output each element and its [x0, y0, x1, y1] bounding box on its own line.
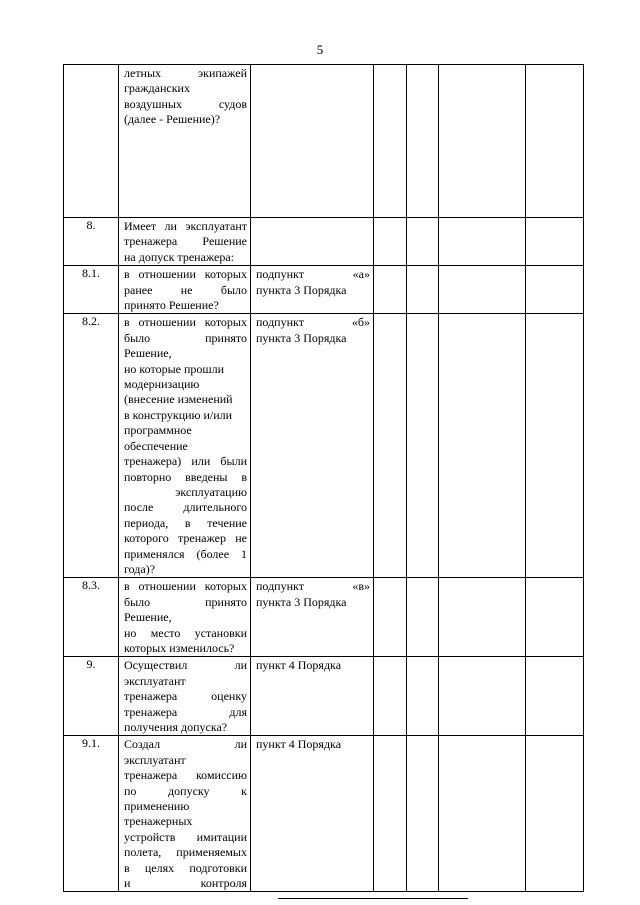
question-line: воздушных судов	[124, 96, 247, 111]
question-line: в отношении которых	[124, 579, 247, 594]
answer-na-cell	[439, 736, 526, 892]
reference-line: пункта 3 Порядка	[256, 330, 347, 345]
legal-reference-cell	[251, 657, 374, 736]
answer-na-cell	[439, 657, 526, 736]
note-cell	[526, 314, 584, 578]
page-number: 5	[316, 42, 324, 57]
reference-line: пункт 4 Порядка	[256, 658, 342, 673]
table-row	[64, 218, 584, 266]
question-cell	[119, 657, 251, 736]
answer-no-cell	[407, 578, 439, 657]
question-line: тренажера комиссию	[124, 768, 247, 783]
question-line: летных экипажей	[124, 66, 247, 80]
question-line: ранее не было	[124, 282, 247, 297]
item-number-cell: 8.2.	[64, 314, 119, 578]
reference-line: подпункт «а»	[256, 267, 370, 282]
question-line: (далее - Решение)?	[124, 112, 221, 127]
note-cell	[526, 266, 584, 314]
question-line: года)?	[124, 561, 156, 576]
answer-no-cell	[407, 736, 439, 892]
question-line: Создал ли	[124, 737, 247, 752]
table-row	[64, 266, 584, 314]
question-line: модернизацию	[124, 377, 200, 392]
question-line: получения допуска?	[124, 720, 228, 734]
answer-no-cell	[407, 266, 439, 314]
question-cell	[119, 736, 251, 892]
question-line: но место установки	[124, 625, 247, 640]
question-line: но которые прошли	[124, 361, 225, 376]
question-line: полета, применяемых	[124, 845, 247, 860]
page-bottom-rule	[278, 898, 468, 899]
question-line: тренажера оценку	[124, 689, 247, 704]
question-line: тренажера для	[124, 704, 247, 719]
question-line: применению	[124, 799, 190, 814]
question-cell	[119, 266, 251, 314]
answer-yes-cell	[374, 657, 407, 736]
question-line: Имеет ли эксплуатант	[124, 219, 247, 233]
note-cell	[526, 65, 584, 218]
question-cell	[119, 65, 251, 218]
question-line: эксплуатацию	[175, 484, 247, 499]
question-line: по допуску к	[124, 783, 247, 798]
item-number-cell: 8.	[64, 218, 119, 266]
item-number-cell	[64, 65, 119, 218]
answer-yes-cell	[374, 218, 407, 266]
table-row	[64, 65, 584, 218]
question-line: на допуск тренажера:	[124, 249, 235, 264]
item-number-cell: 9.	[64, 657, 119, 736]
item-number-cell: 8.1.	[64, 266, 119, 314]
note-cell	[526, 736, 584, 892]
question-line: Решение,	[124, 346, 172, 361]
legal-reference-cell	[251, 266, 374, 314]
question-line: обеспечение	[124, 438, 188, 453]
legal-reference-cell	[251, 65, 374, 218]
reference-line: подпункт «в»	[256, 579, 370, 594]
answer-no-cell	[407, 657, 439, 736]
question-line: гражданских	[124, 81, 190, 96]
question-line: (внесение изменений	[124, 392, 233, 407]
legal-reference-cell	[251, 314, 374, 578]
question-line: в целях подготовки	[124, 860, 247, 875]
note-cell	[526, 218, 584, 266]
checklist-table	[63, 64, 584, 892]
table-row	[64, 578, 584, 657]
question-line: периода, в течение	[124, 515, 247, 530]
answer-yes-cell	[374, 578, 407, 657]
answer-na-cell	[439, 218, 526, 266]
question-cell	[119, 578, 251, 657]
question-line: эксплуатант	[124, 673, 186, 688]
answer-yes-cell	[374, 266, 407, 314]
question-line: было принято	[124, 330, 247, 345]
reference-line: пункта 3 Порядка	[256, 594, 347, 609]
note-cell	[526, 657, 584, 736]
answer-no-cell	[407, 218, 439, 266]
question-line: в отношении которых	[124, 315, 247, 330]
answer-no-cell	[407, 314, 439, 578]
table-row	[64, 736, 584, 892]
answer-na-cell	[439, 266, 526, 314]
question-line: которых изменилось?	[124, 640, 235, 655]
item-number-cell: 9.1.	[64, 736, 119, 892]
question-line: в конструкцию и/или	[124, 407, 233, 422]
note-cell	[526, 578, 584, 657]
question-cell	[119, 314, 251, 578]
question-line: после длительного	[124, 500, 247, 515]
table-row	[64, 657, 584, 736]
answer-yes-cell	[374, 314, 407, 578]
question-line: применялся (более 1	[124, 546, 247, 561]
answer-no-cell	[407, 65, 439, 218]
question-line: Решение,	[124, 610, 172, 625]
question-line: тренажера Решение	[124, 234, 247, 249]
legal-reference-cell	[251, 578, 374, 657]
answer-na-cell	[439, 578, 526, 657]
legal-reference-cell	[251, 736, 374, 892]
answer-na-cell	[439, 65, 526, 218]
reference-line: подпункт «б»	[256, 315, 370, 330]
answer-na-cell	[439, 314, 526, 578]
question-line: повторно введены в	[124, 469, 247, 484]
question-line: тренажерных	[124, 814, 193, 829]
question-line: эксплуатант	[124, 752, 186, 767]
reference-line: пункта 3 Порядка	[256, 282, 347, 297]
reference-line: пункт 4 Порядка	[256, 737, 342, 752]
table-row	[64, 314, 584, 578]
legal-reference-cell	[251, 218, 374, 266]
question-line: было принято	[124, 594, 247, 609]
question-line: и контроля	[124, 876, 247, 891]
answer-yes-cell	[374, 65, 407, 218]
question-line: программное	[124, 423, 192, 438]
question-cell	[119, 218, 251, 266]
item-number-cell: 8.3.	[64, 578, 119, 657]
question-line: устройств имитации	[124, 829, 247, 844]
question-line: тренажера) или были	[124, 454, 247, 469]
question-line: Осуществил ли	[124, 658, 247, 673]
question-line: принято Решение?	[124, 298, 219, 313]
question-line: в отношении которых	[124, 267, 247, 282]
answer-yes-cell	[374, 736, 407, 892]
question-line: которого тренажер не	[124, 531, 247, 546]
